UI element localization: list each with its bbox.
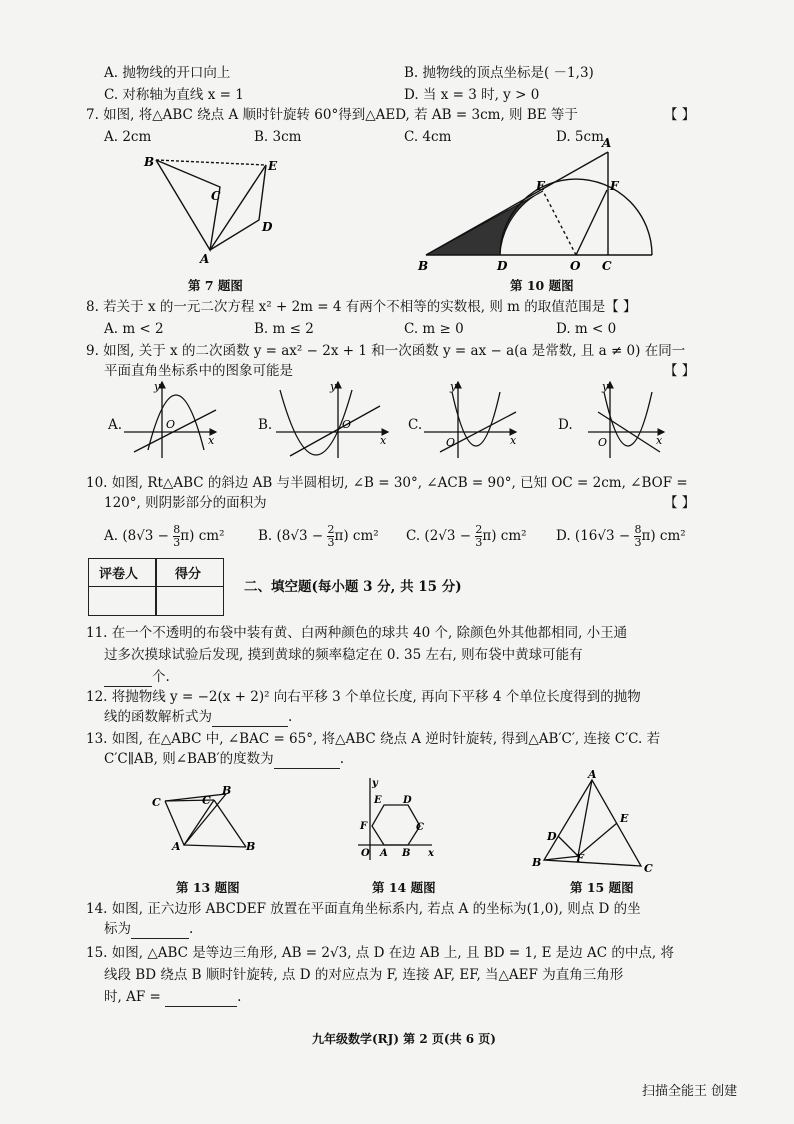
q14-line2: 标为 . xyxy=(104,921,194,937)
q10-stem-line1: 10. 如图, Rt△ABC 的斜边 AB 与半圆相切, ∠B = 30°, ∠ACB = 90°, 已知 OC = 2cm, ∠BOF = xyxy=(86,475,688,491)
scanner-watermark: 扫描全能王 创建 xyxy=(642,1084,738,1099)
q9b-y-label: y xyxy=(330,380,337,393)
q15-line2: 线段 BD 绕点 B 顺时针旋转, 点 D 的对应点为 F, 连接 AF, EF, 当△AEF 为直角三角形 xyxy=(104,967,624,983)
q10-bracket: 【 】 xyxy=(664,495,696,511)
fig13-label-a: A xyxy=(172,840,181,853)
fig14-label-b: B xyxy=(402,848,411,859)
q7-option-b: B. 3cm xyxy=(254,129,302,145)
fig14-label-c: C xyxy=(416,822,424,833)
q8-option-d: D. m < 0 xyxy=(556,321,617,337)
q9-stem-line2: 平面直角坐标系中的图象可能是 xyxy=(104,363,293,379)
q10-option-b: B. (8√3 − $\frac{2}{3}$ π) cm² xyxy=(258,523,379,549)
q9c-y-label: y xyxy=(450,380,457,393)
fig10-label-b: B xyxy=(418,259,429,273)
fig7-label-c: C xyxy=(211,189,221,203)
fig14-label-a: A xyxy=(380,848,388,859)
q9b-x-label: x xyxy=(380,434,387,447)
q6-option-c: C. 对称轴为直线 x = 1 xyxy=(104,87,244,103)
q6-option-b: B. 抛物线的顶点坐标是( －1,3) xyxy=(404,65,594,81)
q15-line3: 时, AF = . xyxy=(104,989,242,1005)
scoring-reviewer-label: 评卷人 xyxy=(99,567,139,582)
fig15-label-a: A xyxy=(588,768,597,781)
scoring-score-label: 得分 xyxy=(175,567,202,582)
q9c-x-label: x xyxy=(510,434,517,447)
q10-stem-line2: 120°, 则阴影部分的面积为 xyxy=(104,495,267,511)
fig13-label-c: C xyxy=(152,796,161,809)
fig7-label-e: E xyxy=(268,159,278,173)
q9d-origin: O xyxy=(598,436,608,449)
q11-line2: 过多次摸球试验后发现, 摸到黄球的频率稳定在 0. 35 左右, 则布袋中黄球可能有 xyxy=(104,647,583,663)
q9-option-c: C. xyxy=(408,417,423,433)
fig14-label-x: x xyxy=(428,848,434,859)
q9-bracket: 【 】 xyxy=(664,363,696,379)
fig10-label-c: C xyxy=(602,259,612,273)
fig15-label-d: D xyxy=(547,830,557,843)
fig10-label-e: E xyxy=(536,179,546,193)
fig15-label-e: E xyxy=(620,812,629,825)
fig14-label-e: E xyxy=(374,795,382,806)
q8-stem: 8. 若关于 x 的一元二次方程 x² + 2m = 4 有两个不相等的实数根, 则 m 的取值范围是【 】 xyxy=(86,299,637,315)
q7-bracket: 【 】 xyxy=(664,107,696,123)
q9a-y-label: y xyxy=(154,380,161,393)
fig13-label-c2: C xyxy=(202,794,211,807)
fig14-label-d: D xyxy=(403,795,412,806)
fig14-caption: 第 14 题图 xyxy=(372,880,436,895)
q13-line2: C′C∥AB, 则∠BAB′的度数为 . xyxy=(104,751,344,767)
fig7-label-b: B xyxy=(144,155,155,169)
q12-line2: 线的函数解析式为 . xyxy=(104,709,293,725)
q9d-y-label: y xyxy=(602,380,609,393)
fig13-label-b: B xyxy=(246,840,256,853)
q12-line1: 12. 将抛物线 y = −2(x + 2)² 向右平移 3 个单位长度, 再向下平移 4 个单位长度得到的抛物 xyxy=(86,689,641,705)
q9b-origin: O xyxy=(342,418,352,431)
fig15-caption: 第 15 题图 xyxy=(570,880,634,895)
q9a-origin: O xyxy=(166,418,176,431)
fig15-label-f: F xyxy=(576,852,584,865)
q10-option-a: A. (8√3 − $\frac{8}{3}$ π) cm² xyxy=(104,523,225,549)
fig7-label-d: D xyxy=(262,220,273,234)
q11-line1: 11. 在一个不透明的布袋中装有黄、白两种颜色的球共 40 个, 除颜色外其他都相同, 小王通 xyxy=(86,625,628,641)
fig10-caption: 第 10 题图 xyxy=(510,278,574,293)
fig13-caption: 第 13 题图 xyxy=(176,880,240,895)
q9-option-b: B. xyxy=(258,417,273,433)
q13-line1: 13. 如图, 在△ABC 中, ∠BAC = 65°, 将△ABC 绕点 A 逆时针旋转, 得到△AB′C′, 连接 C′C. 若 xyxy=(86,731,661,747)
q7-option-a: A. 2cm xyxy=(104,129,152,145)
q15-line1: 15. 如图, △ABC 是等边三角形, AB = 2√3, 点 D 在边 AB 上, 且 BD = 1, E 是边 AC 的中点, 将 xyxy=(86,945,675,961)
fig7-label-a: A xyxy=(200,252,210,266)
fig13-label-b2: B xyxy=(222,784,232,797)
page-footer: 九年级数学(RJ) 第 2 页(共 6 页) xyxy=(312,1032,496,1046)
fig15-label-c: C xyxy=(644,862,653,875)
q7-option-d: D. 5cm xyxy=(556,129,604,145)
q9-stem-line1: 9. 如图, 关于 x 的二次函数 y = ax² − 2x + 1 和一次函数 y = ax − a(a 是常数, 且 a ≠ 0) 在同一 xyxy=(86,343,686,359)
fig14-label-o: O xyxy=(361,848,370,859)
fig10-label-f: F xyxy=(610,179,619,193)
q9d-x-label: x xyxy=(656,434,663,447)
section2-title: 二、填空题(每小题 3 分, 共 15 分) xyxy=(244,579,462,595)
q9a-x-label: x xyxy=(208,434,215,447)
q9-option-a: A. xyxy=(108,417,123,433)
fig15-label-b: B xyxy=(532,856,542,869)
fig14-label-f: F xyxy=(360,821,368,832)
q7-stem: 7. 如图, 将△ABC 绕点 A 顺时针旋转 60°得到△AED, 若 AB = 3cm, 则 BE 等于 xyxy=(86,107,578,123)
q10-option-c: C. (2√3 − $\frac{2}{3}$ π) cm² xyxy=(406,523,527,549)
q8-option-a: A. m < 2 xyxy=(104,321,164,337)
q9c-origin: O xyxy=(446,436,456,449)
q14-line1: 14. 如图, 正六边形 ABCDEF 放置在平面直角坐标系内, 若点 A 的坐标为(1,0), 则点 D 的坐 xyxy=(86,901,641,917)
fig7-caption: 第 7 题图 xyxy=(188,278,243,293)
q6-option-d: D. 当 x = 3 时, y > 0 xyxy=(404,87,540,103)
q11-line3: 个. xyxy=(104,668,170,687)
fig10-label-d: D xyxy=(497,259,508,273)
q6-option-a: A. 抛物线的开口向上 xyxy=(104,65,231,81)
q7-option-c: C. 4cm xyxy=(404,129,452,145)
q8-option-b: B. m ≤ 2 xyxy=(254,321,314,337)
fig14-label-y: y xyxy=(372,778,378,789)
fig10-label-o: O xyxy=(570,259,581,273)
fig10-label-a: A xyxy=(602,136,612,150)
q9-option-d: D. xyxy=(558,417,573,433)
q10-option-d: D. (16√3 − $\frac{8}{3}$ π) cm² xyxy=(556,523,686,549)
q8-option-c: C. m ≥ 0 xyxy=(404,321,464,337)
